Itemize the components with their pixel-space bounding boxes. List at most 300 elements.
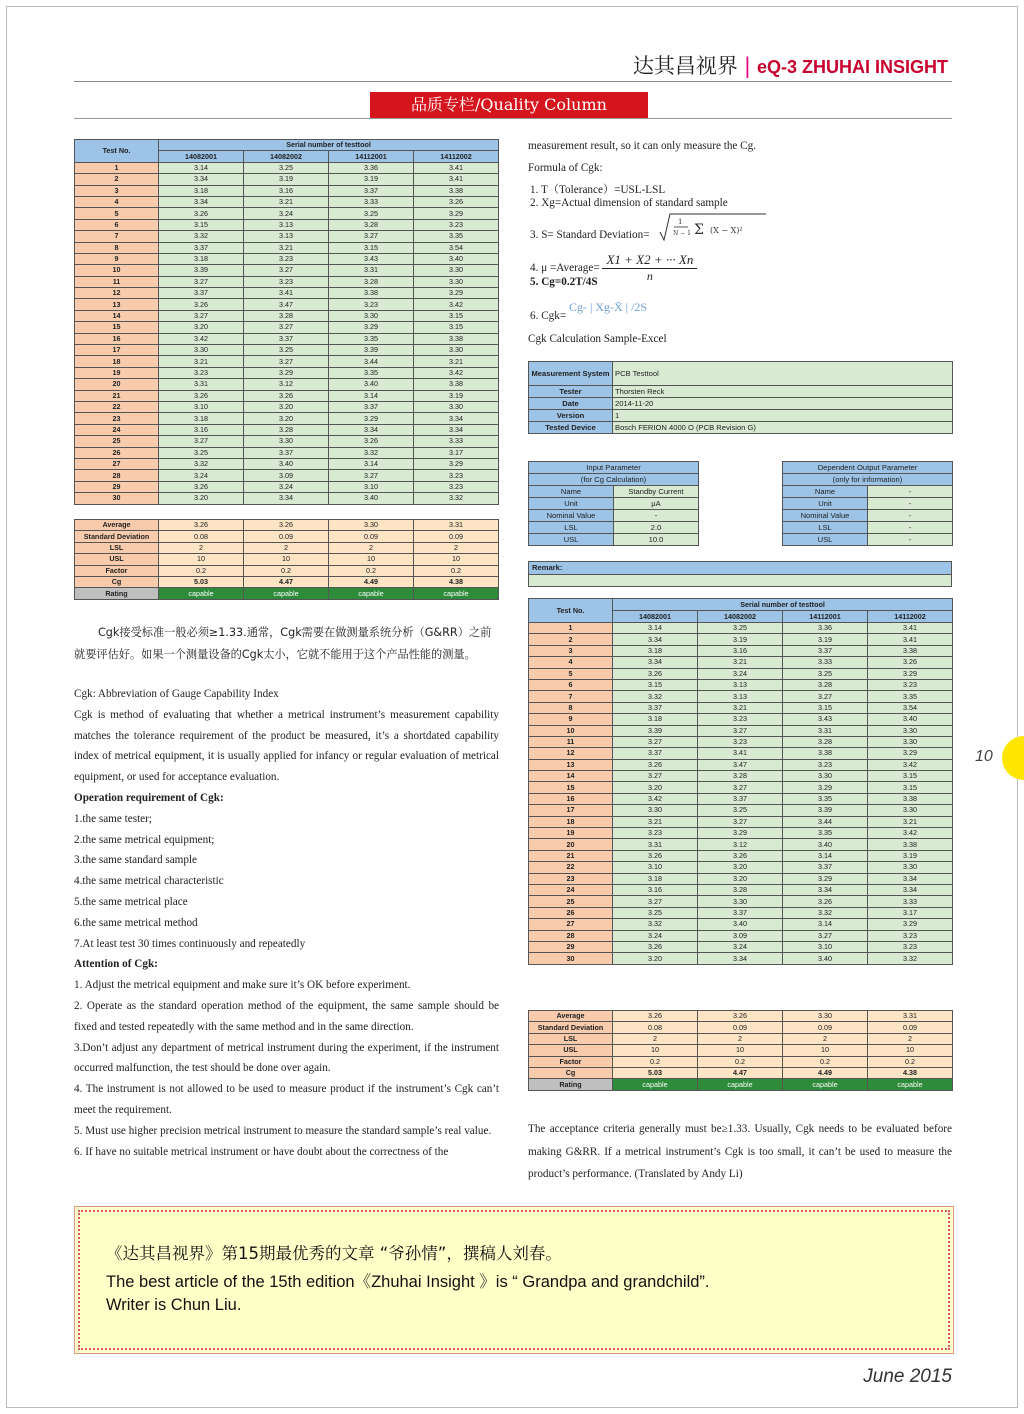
cg-summary-table-left: [74, 519, 499, 600]
measurement-cell: 3.20: [244, 401, 329, 412]
measurement-cell: 3.36: [329, 162, 414, 173]
measurement-cell: 3.23: [868, 679, 953, 690]
table-row: [529, 907, 953, 918]
measurement-cell: 3.29: [868, 668, 953, 679]
serial-col: 14112002: [868, 611, 953, 623]
measurement-cell: 3.28: [329, 219, 414, 230]
summary-value: 10: [868, 1045, 953, 1056]
test-no-cell: 16: [529, 793, 613, 804]
measurement-cell: 3.19: [868, 850, 953, 861]
att-item: 3.Don’t adjust any department of metrical instrument during the experiment, if the instrument occurred malfunction, the test should be done over again.: [74, 1041, 499, 1075]
measurement-cell: 3.24: [698, 668, 783, 679]
measurement-cell: 3.27: [329, 470, 414, 481]
table-row: [75, 231, 499, 242]
cgk-intro: Cgk is method of evaluating that whether a metrical instrument’s measurement capability matches the tolerance requirement of the product be measured, it’s a shortdated capability index of metrical equipment, it is usually applied for infancy or regular evaluation of metrical equipment, or used for acceptance evaluation.: [74, 708, 499, 784]
measurement-cell: 3.15: [613, 679, 698, 690]
table-row: [529, 896, 953, 907]
test-no-cell: 10: [75, 265, 159, 276]
summary-value: 10: [698, 1045, 783, 1056]
measurement-cell: 3.10: [159, 401, 244, 412]
test-no-cell: 15: [75, 322, 159, 333]
table-row: [75, 310, 499, 321]
measurement-cell: 3.34: [329, 424, 414, 435]
rating-value: capable: [329, 588, 414, 599]
measurement-cell: 3.37: [698, 907, 783, 918]
measurement-cell: 3.23: [159, 367, 244, 378]
rating-label: Rating: [75, 588, 159, 599]
issue-date: June 2015: [863, 1366, 952, 1387]
table-row: [529, 862, 953, 873]
measurement-cell: 3.15: [414, 322, 499, 333]
serial-header: Serial number of testtool: [613, 599, 953, 611]
table-row: [529, 839, 953, 850]
measurement-cell: 3.42: [159, 333, 244, 344]
measurement-cell: 3.33: [329, 196, 414, 207]
table-row: [75, 162, 499, 173]
input-parameter-table: [528, 461, 699, 546]
test-no-cell: 29: [529, 941, 613, 952]
measurement-cell: 3.26: [244, 390, 329, 401]
table-row: [529, 930, 953, 941]
info-key: Version: [529, 410, 613, 422]
table-row: [529, 759, 953, 770]
svg-text:(X − X)²: (X − X)²: [710, 226, 743, 235]
zh-line-1: Cgk接受标准一般必须≥1.33.通常，Cgk需要在做测量系统分析（G&RR）之前: [98, 626, 492, 639]
table-row: [529, 657, 953, 668]
measurement-cell: 3.20: [698, 862, 783, 873]
measurement-cell: 3.43: [783, 714, 868, 725]
cgk-abbreviation: Cgk: Abbreviation of Gauge Capability Index: [74, 688, 279, 700]
measurement-cell: 3.37: [329, 185, 414, 196]
summary-value: 10: [613, 1045, 698, 1056]
zh-paragraph: [74, 622, 499, 666]
summary-value: 0.2: [329, 565, 414, 576]
table-row: [529, 953, 953, 964]
measurement-cell: 3.17: [414, 447, 499, 458]
table-row: [529, 668, 953, 679]
measurement-cell: 3.32: [329, 447, 414, 458]
table-row: [75, 253, 499, 264]
measurement-cell: 3.40: [244, 458, 329, 469]
formula-4-label: 4. μ =Average=: [530, 262, 600, 274]
serial-col: 14082001: [613, 611, 698, 623]
info-value: PCB Testtool: [613, 362, 953, 386]
header-title: [633, 50, 948, 80]
measurement-cell: 3.24: [613, 930, 698, 941]
test-no-cell: 27: [75, 458, 159, 469]
test-no-cell: 9: [529, 714, 613, 725]
measurement-cell: 3.26: [613, 850, 698, 861]
measurement-cell: 3.31: [159, 379, 244, 390]
summary-value: 10: [329, 554, 414, 565]
summary-value: 0.2: [783, 1056, 868, 1067]
table-row: [529, 805, 953, 816]
measurement-cell: 3.40: [698, 919, 783, 930]
table-row: [529, 702, 953, 713]
measurement-cell: 3.39: [613, 725, 698, 736]
measurement-cell: 3.38: [868, 645, 953, 656]
measurement-cell: 3.32: [159, 458, 244, 469]
test-no-cell: 14: [75, 310, 159, 321]
measurement-cell: 3.21: [159, 356, 244, 367]
measurement-cell: 3.38: [414, 185, 499, 196]
rating-value: capable: [613, 1079, 698, 1090]
table-row: [75, 345, 499, 356]
summary-value: 0.2: [868, 1056, 953, 1067]
measurement-cell: 3.37: [159, 242, 244, 253]
param-key: USL: [783, 534, 868, 546]
measurement-cell: 3.34: [244, 493, 329, 504]
table-row: [529, 679, 953, 690]
test-no-cell: 6: [75, 219, 159, 230]
measurement-cell: 3.10: [613, 862, 698, 873]
measurement-cell: 3.35: [868, 691, 953, 702]
measurement-cell: 3.39: [159, 265, 244, 276]
banner-divider: [74, 118, 952, 119]
measurement-cell: 3.27: [159, 310, 244, 321]
serial-col: 14112001: [783, 611, 868, 623]
measurement-cell: 3.21: [698, 657, 783, 668]
param-key: Unit: [783, 498, 868, 510]
measurement-cell: 3.41: [244, 288, 329, 299]
param-value: -: [868, 498, 953, 510]
formula-6: [530, 300, 648, 322]
measurement-cell: 3.19: [414, 390, 499, 401]
table-row: [75, 322, 499, 333]
measurement-cell: 3.26: [613, 668, 698, 679]
measurement-cell: 3.39: [329, 345, 414, 356]
test-no-cell: 13: [75, 299, 159, 310]
att-item: 5. Must use higher precision metrical instrument to measure the standard sample’s real value.: [74, 1124, 492, 1137]
measurement-cell: 3.31: [329, 265, 414, 276]
formula-3: [530, 218, 743, 241]
table-row: [529, 725, 953, 736]
measurement-cell: 3.30: [868, 725, 953, 736]
average-numerator: X1 + X2 + ··· Xn: [602, 252, 697, 269]
summary-value: 2: [698, 1033, 783, 1044]
measurement-cell: 3.42: [868, 828, 953, 839]
test-no-cell: 19: [75, 367, 159, 378]
test-no-cell: 3: [75, 185, 159, 196]
test-no-cell: 22: [75, 401, 159, 412]
param-value: -: [868, 486, 953, 498]
table-row: [75, 458, 499, 469]
table-row: [529, 941, 953, 952]
std-dev-formula-graphic: [658, 210, 768, 246]
rating-row: [529, 1079, 953, 1090]
summary-label: LSL: [529, 1033, 613, 1044]
measurement-cell: 3.26: [868, 657, 953, 668]
test-no-header: Test No.: [75, 140, 159, 163]
table-row: [529, 828, 953, 839]
measurement-cell: 3.32: [783, 907, 868, 918]
test-no-cell: 26: [529, 907, 613, 918]
param-value: -: [868, 522, 953, 534]
att-item: 1. Adjust the metrical equipment and make sure it’s OK before experiment.: [74, 979, 411, 992]
measurement-cell: 3.18: [613, 714, 698, 725]
summary-label: Standard Deviation: [75, 531, 159, 542]
measurement-cell: 3.21: [414, 356, 499, 367]
serial-col: 14112002: [414, 151, 499, 162]
summary-value: 3.26: [244, 520, 329, 531]
measurement-cell: 3.20: [613, 782, 698, 793]
test-no-cell: 2: [529, 634, 613, 645]
measurement-cell: 3.29: [329, 322, 414, 333]
measurement-cell: 3.26: [329, 436, 414, 447]
measurement-cell: 3.42: [414, 299, 499, 310]
param-key: LSL: [783, 522, 868, 534]
measurement-cell: 3.23: [613, 828, 698, 839]
measurement-cell: 3.26: [159, 481, 244, 492]
summary-row: [529, 1056, 953, 1067]
measurement-cell: 3.18: [159, 413, 244, 424]
param-value: -: [614, 510, 699, 522]
param-value: -: [868, 534, 953, 546]
svg-text:N − 1: N − 1: [673, 230, 691, 237]
serial-col: 14112001: [329, 151, 414, 162]
table-row: [529, 691, 953, 702]
header-separator: |: [743, 54, 751, 78]
measurement-cell: 3.15: [159, 219, 244, 230]
summary-label: Factor: [529, 1056, 613, 1067]
measurement-cell: 3.13: [698, 691, 783, 702]
measurement-cell: 3.10: [329, 481, 414, 492]
measurement-cell: 3.44: [329, 356, 414, 367]
measurement-cell: 3.29: [414, 458, 499, 469]
summary-row: [75, 565, 499, 576]
measurement-cell: 3.25: [329, 208, 414, 219]
summary-value: 10: [414, 554, 499, 565]
measurement-cell: 3.18: [159, 253, 244, 264]
measurement-cell: 3.23: [868, 941, 953, 952]
summary-value: 2: [868, 1033, 953, 1044]
op-item: 7.At least test 30 times continuously and repeatedly: [74, 937, 306, 950]
summary-row: [75, 542, 499, 553]
summary-label: Cg: [529, 1067, 613, 1078]
measurement-cell: 3.15: [868, 771, 953, 782]
test-no-cell: 21: [529, 850, 613, 861]
measurement-cell: 3.25: [698, 805, 783, 816]
column-banner: 品质专栏/Quality Column: [370, 92, 648, 118]
measurement-cell: 3.14: [159, 162, 244, 173]
measurement-cell: 3.23: [698, 714, 783, 725]
measurement-cell: 3.30: [783, 771, 868, 782]
measurement-cell: 3.37: [244, 447, 329, 458]
measurement-cell: 3.30: [613, 805, 698, 816]
summary-value: 5.03: [613, 1067, 698, 1078]
measurement-cell: 3.34: [414, 413, 499, 424]
serial-col: 14082002: [698, 611, 783, 623]
summary-row: [529, 1011, 953, 1022]
average-fraction: [602, 252, 697, 284]
measurement-cell: 3.37: [783, 862, 868, 873]
table-row: [75, 174, 499, 185]
measurement-cell: 3.23: [244, 253, 329, 264]
test-no-cell: 12: [529, 748, 613, 759]
measurement-cell: 3.33: [414, 436, 499, 447]
test-no-cell: 24: [529, 884, 613, 895]
table-row: [75, 242, 499, 253]
measurement-cell: 3.30: [414, 265, 499, 276]
measurement-cell: 3.14: [329, 458, 414, 469]
formula-6-label: 6. Cgk=: [530, 310, 567, 322]
table-row: [75, 424, 499, 435]
summary-value: 4.49: [783, 1067, 868, 1078]
test-no-cell: 17: [529, 805, 613, 816]
measurement-cell: 3.28: [244, 310, 329, 321]
test-no-cell: 4: [75, 196, 159, 207]
left-body-text: [74, 684, 499, 1162]
measurement-cell: 3.29: [698, 828, 783, 839]
test-no-cell: 2: [75, 174, 159, 185]
summary-value: 3.31: [414, 520, 499, 531]
table-row: [75, 265, 499, 276]
measurement-cell: 3.35: [783, 793, 868, 804]
measurement-cell: 3.54: [868, 702, 953, 713]
summary-row: [75, 531, 499, 542]
table-row: [75, 481, 499, 492]
op-item: 5.the same metrical place: [74, 895, 188, 908]
summary-label: USL: [75, 554, 159, 565]
measurement-cell: 3.40: [783, 953, 868, 964]
test-no-cell: 24: [75, 424, 159, 435]
measurement-cell: 3.15: [868, 782, 953, 793]
measurement-cell: 3.37: [698, 793, 783, 804]
award-text-en-2: Writer is Chun Liu.: [106, 1296, 242, 1314]
table-row: [75, 356, 499, 367]
table-row: [529, 884, 953, 895]
measurement-cell: 3.27: [159, 276, 244, 287]
measurement-cell: 3.13: [244, 231, 329, 242]
table-row: [529, 736, 953, 747]
test-no-cell: 10: [529, 725, 613, 736]
summary-label: Standard Deviation: [529, 1022, 613, 1033]
remark-label: Remark:: [529, 562, 951, 574]
measurement-cell: 3.09: [698, 930, 783, 941]
test-no-cell: 18: [529, 816, 613, 827]
measurement-cell: 3.28: [698, 771, 783, 782]
summary-value: 2: [244, 542, 329, 553]
test-no-cell: 12: [75, 288, 159, 299]
param-key: Unit: [529, 498, 614, 510]
output-param-title: Dependent Output Parameter: [783, 462, 953, 474]
input-param-title: Input Parameter: [529, 462, 699, 474]
measurement-cell: 3.40: [783, 839, 868, 850]
cg-summary-table-right: [528, 1010, 953, 1091]
measurement-cell: 3.41: [868, 634, 953, 645]
table-row: [529, 623, 953, 634]
measurement-cell: 3.32: [414, 493, 499, 504]
measurement-cell: 3.41: [698, 748, 783, 759]
measurement-cell: 3.40: [414, 253, 499, 264]
summary-row: [75, 576, 499, 587]
cg-data-table-left: [74, 139, 499, 505]
measurement-cell: 3.15: [783, 702, 868, 713]
rating-value: capable: [159, 588, 244, 599]
op-item: 3.the same standard sample: [74, 854, 198, 867]
test-no-cell: 1: [529, 623, 613, 634]
summary-row: [529, 1045, 953, 1056]
test-no-cell: 23: [75, 413, 159, 424]
measurement-cell: 3.30: [159, 345, 244, 356]
test-no-cell: 5: [75, 208, 159, 219]
test-no-cell: 30: [529, 953, 613, 964]
info-key: Tester: [529, 386, 613, 398]
summary-value: 0.2: [244, 565, 329, 576]
test-no-cell: 3: [529, 645, 613, 656]
measurement-cell: 3.37: [244, 333, 329, 344]
measurement-cell: 3.43: [329, 253, 414, 264]
summary-value: 0.09: [868, 1022, 953, 1033]
measurement-cell: 3.18: [613, 873, 698, 884]
measurement-cell: 3.25: [244, 345, 329, 356]
test-no-cell: 23: [529, 873, 613, 884]
measurement-cell: 3.29: [783, 873, 868, 884]
formula-heading: Formula of Cgk:: [528, 162, 603, 174]
test-no-cell: 8: [75, 242, 159, 253]
measurement-cell: 3.27: [783, 691, 868, 702]
measurement-cell: 3.38: [868, 839, 953, 850]
param-key: Name: [529, 486, 614, 498]
measurement-cell: 3.30: [414, 276, 499, 287]
test-no-cell: 11: [529, 736, 613, 747]
measurement-cell: 3.30: [868, 736, 953, 747]
summary-value: 0.09: [414, 531, 499, 542]
test-no-cell: 13: [529, 759, 613, 770]
test-no-cell: 8: [529, 702, 613, 713]
measurement-cell: 3.40: [329, 493, 414, 504]
measurement-cell: 3.25: [783, 668, 868, 679]
op-item: 1.the same tester;: [74, 812, 152, 825]
table-row: [75, 390, 499, 401]
test-no-cell: 28: [529, 930, 613, 941]
measurement-cell: 3.26: [159, 390, 244, 401]
table-row: [529, 782, 953, 793]
measurement-cell: 3.16: [159, 424, 244, 435]
summary-value: 0.09: [698, 1022, 783, 1033]
measurement-cell: 3.38: [868, 793, 953, 804]
measurement-cell: 3.30: [698, 896, 783, 907]
measurement-cell: 3.29: [329, 413, 414, 424]
measurement-cell: 3.38: [414, 379, 499, 390]
measurement-cell: 3.23: [698, 736, 783, 747]
table-row: [75, 470, 499, 481]
table-row: [75, 196, 499, 207]
param-value: Standby Current: [614, 486, 699, 498]
test-no-cell: 30: [75, 493, 159, 504]
table-row: [529, 873, 953, 884]
measurement-cell: 3.19: [329, 174, 414, 185]
table-row: [529, 714, 953, 725]
param-value: 10.0: [614, 534, 699, 546]
measurement-cell: 3.37: [329, 401, 414, 412]
cgk-expression: Cg- | Xg-X̄ | /2S: [568, 300, 648, 314]
measurement-cell: 3.37: [159, 288, 244, 299]
measurement-cell: 3.33: [868, 896, 953, 907]
svg-text:Σ: Σ: [694, 222, 704, 238]
table-row: [529, 748, 953, 759]
measurement-cell: 3.25: [244, 162, 329, 173]
header-divider: [74, 81, 952, 82]
measurement-cell: 3.34: [783, 884, 868, 895]
measurement-cell: 3.38: [414, 333, 499, 344]
summary-row: [75, 520, 499, 531]
summary-label: Cg: [75, 576, 159, 587]
measurement-cell: 3.26: [613, 941, 698, 952]
summary-value: 4.38: [414, 576, 499, 587]
measurement-cell: 3.23: [329, 299, 414, 310]
formula-1: 1. T（Tolerance）=USL-LSL: [530, 184, 666, 196]
